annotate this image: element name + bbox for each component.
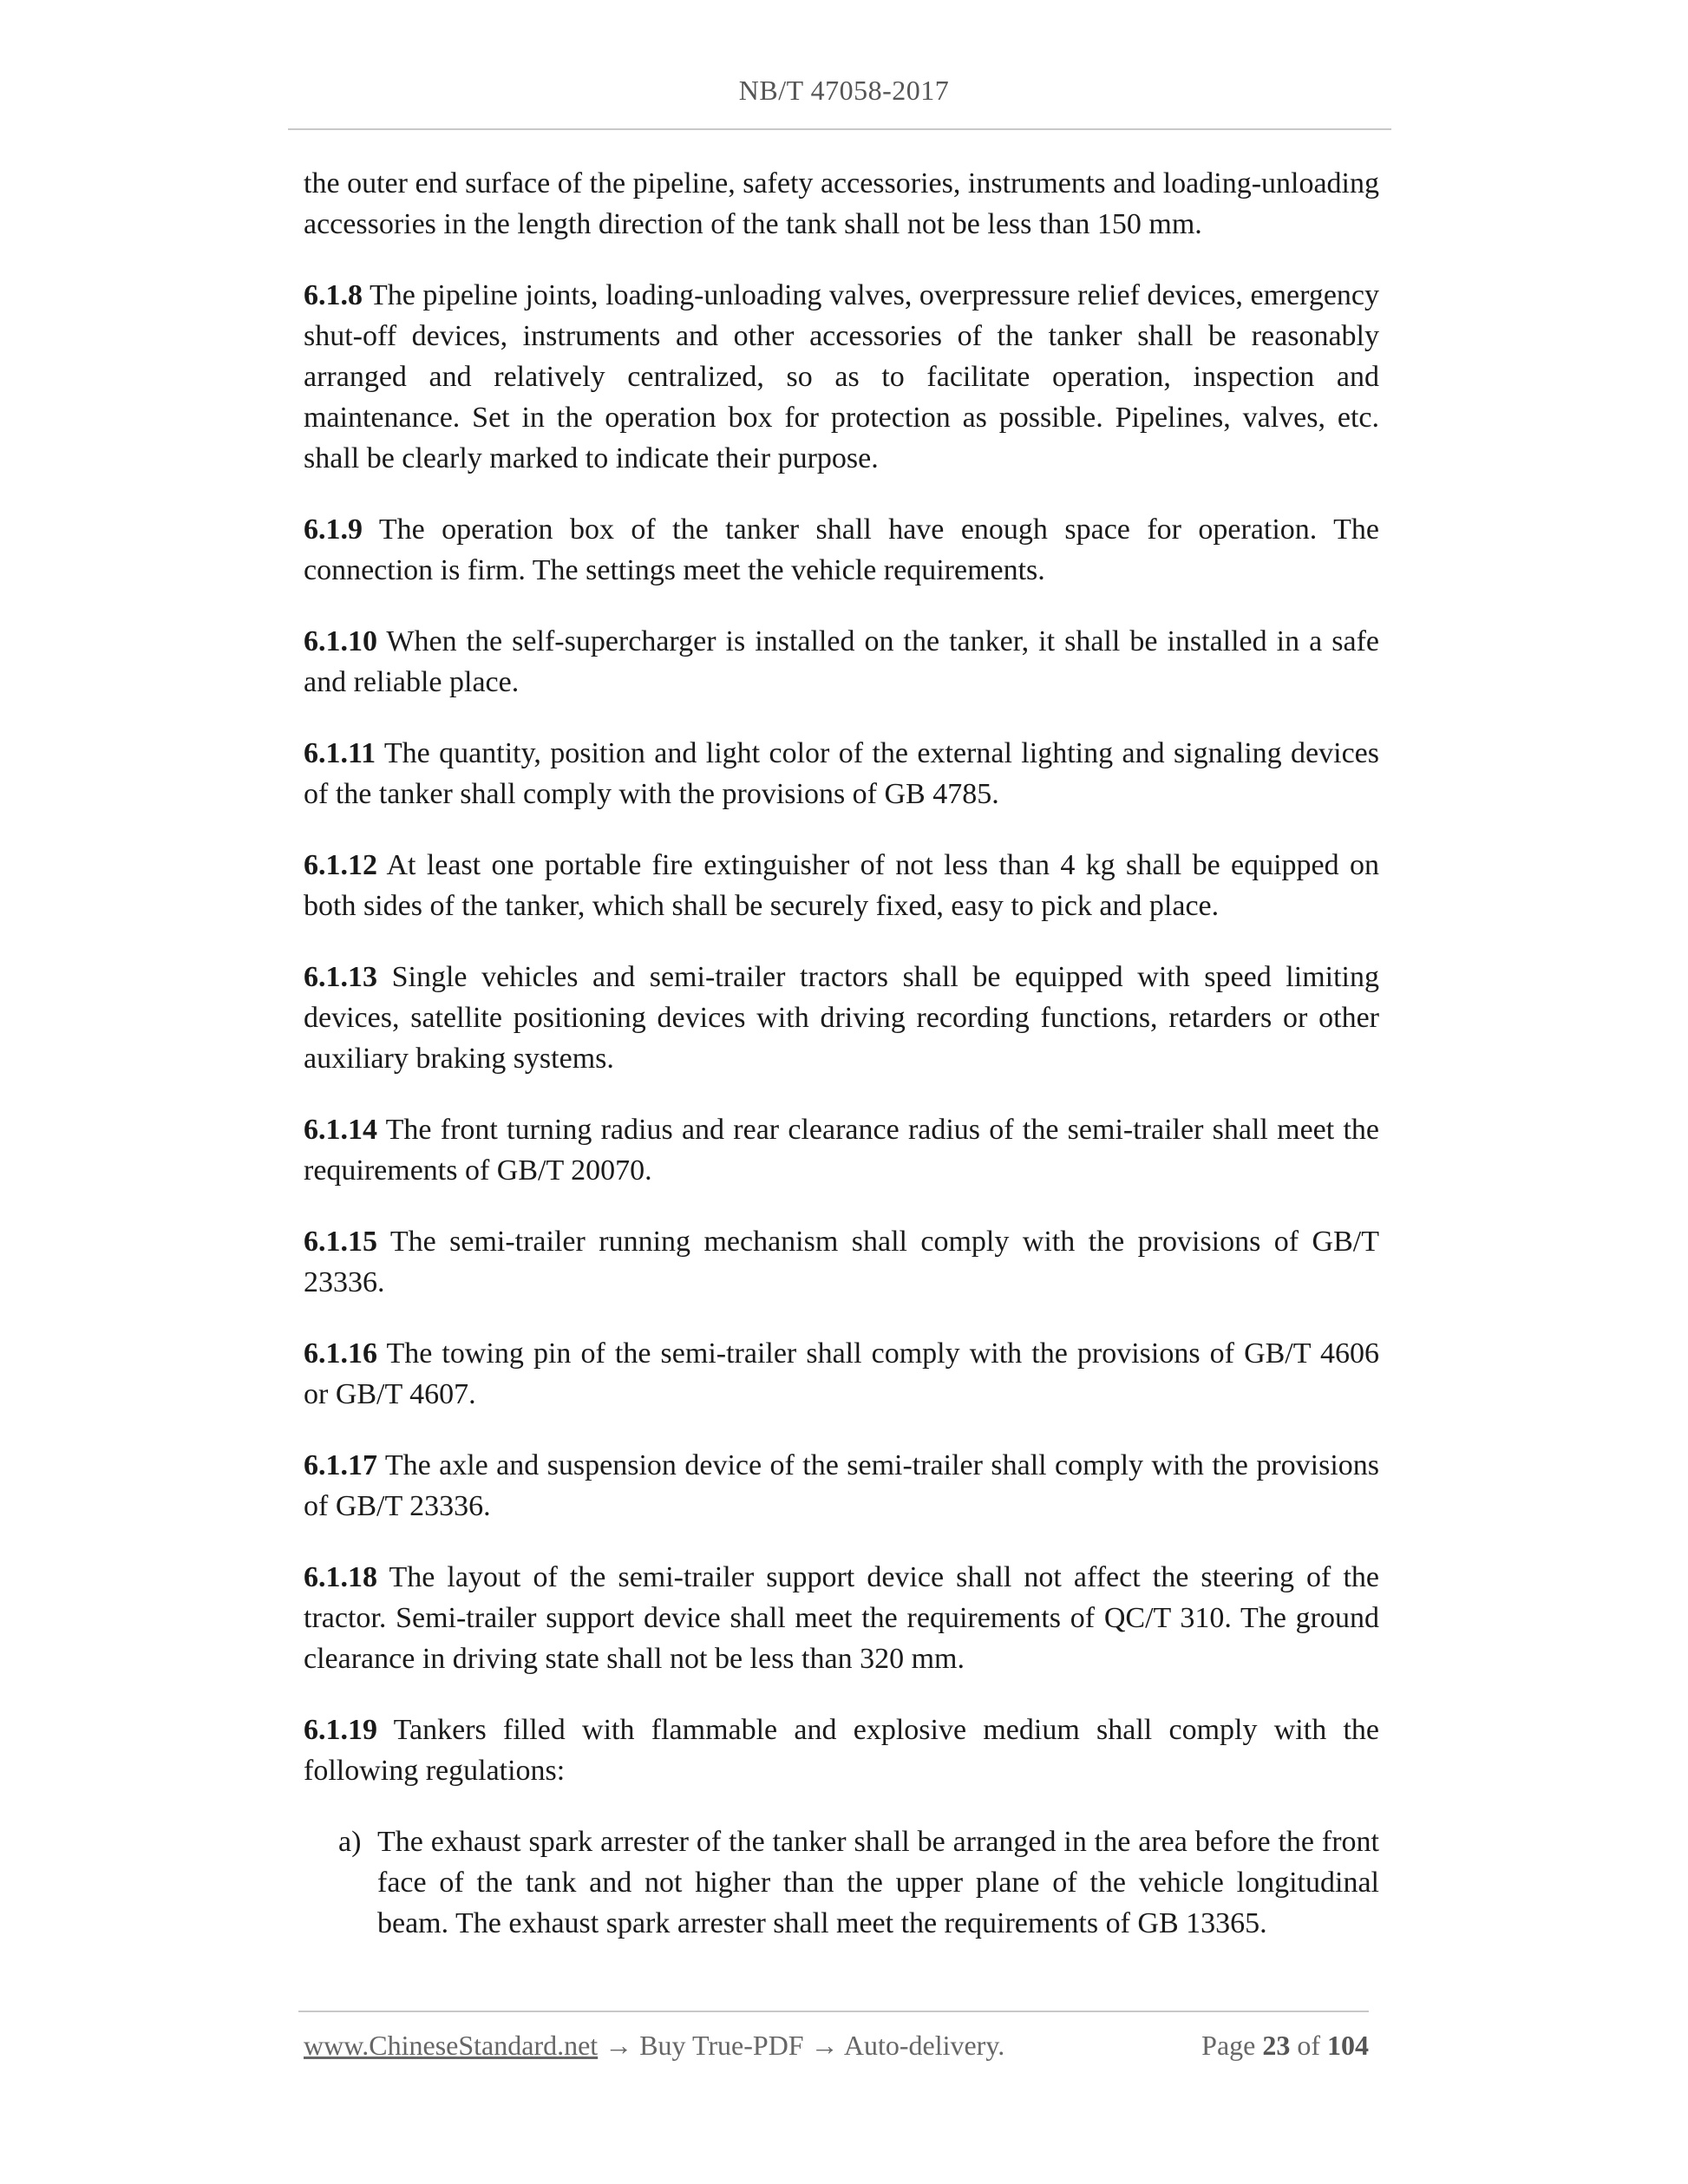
page-label: Page [1201,2030,1256,2061]
clause-number: 6.1.10 [304,625,377,657]
header-divider [288,128,1391,130]
clause-6-1-13 [304,957,1379,1079]
clause-text: The layout of the semi-trailer support device shall not affect the steering of the tractor. Semi-trailer support device shall meet the requirements of QC/T 310. The ground clearance in driving state shall not be less than 320 mm. [304,1561,1379,1675]
footer-divider [298,2011,1369,2012]
clause-text: Single vehicles and semi-trailer tractors shall be equipped with speed limiting devices, satellite positioning devices with driving recording functions, retarders or other auxiliary braking systems. [304,961,1379,1075]
clause-6-1-14 [304,1109,1379,1191]
list-item-text: The exhaust spark arrester of the tanker shall be arranged in the area before the front face of the tank and not higher than the upper plane of the vehicle longitudinal beam. The exhaust spark arrester shall meet the requirements of GB 13365. [377,1826,1379,1939]
clause-number: 6.1.8 [304,279,363,311]
clause-text: Tankers filled with flammable and explosive medium shall comply with the following regulations: [304,1714,1379,1787]
clause-number: 6.1.11 [304,737,376,769]
clause-number: 6.1.15 [304,1226,377,1258]
clause-number: 6.1.16 [304,1337,377,1370]
clause-6-1-18 [304,1557,1379,1679]
clause-6-1-19 [304,1710,1379,1791]
total-pages: 104 [1327,2030,1369,2061]
clause-number: 6.1.9 [304,513,363,546]
clause-text: At least one portable fire extinguisher of not less than 4 kg shall be equipped on both sides of the tanker, which shall be securely fixed, easy to pick and place. [304,849,1379,922]
clause-text: The operation box of the tanker shall have enough space for operation. The connection is firm. The settings meet the vehicle requirements. [304,513,1379,586]
page-header [0,75,1688,107]
clause-6-1-8 [304,275,1379,479]
clause-6-1-9 [304,509,1379,591]
clause-number: 6.1.17 [304,1449,377,1481]
clause-text: The axle and suspension device of the semi-trailer shall comply with the provisions of GB/T 23336. [304,1449,1379,1522]
clause-number: 6.1.13 [304,961,377,993]
clause-number: 6.1.18 [304,1561,377,1593]
standard-number: NB/T 47058-2017 [738,75,950,106]
clause-6-1-10 [304,621,1379,703]
clause-text: The pipeline joints, loading-unloading valves, overpressure relief devices, emergency shut-off devices, instruments and other accessories of the tanker shall be reasonably arranged and relatively centralized, so as to facilitate operation, inspection and maintenance. Set in the operation box for protection as possible. Pipelines, valves, etc. shall be clearly marked to indicate their purpose. [304,279,1379,474]
clause-6-1-12 [304,845,1379,926]
clause-text: The front turning radius and rear clearance radius of the semi-trailer shall meet the requirements of GB/T 20070. [304,1114,1379,1187]
document-body [304,163,1379,1944]
clause-number: 6.1.19 [304,1714,377,1746]
page-of-label: of [1297,2030,1320,2061]
list-item [304,1821,1379,1944]
website-link[interactable]: www.ChineseStandard.net [304,2030,599,2061]
page-footer [304,2030,1369,2068]
clause-number: 6.1.12 [304,849,377,881]
clause-text: When the self-supercharger is installed on the tanker, it shall be installed in a safe and reliable place. [304,625,1379,698]
clause-6-1-11 [304,733,1379,814]
intro-text: the outer end surface of the pipeline, safety accessories, instruments and loading-unloading accessories in the length direction of the tank shall not be less than 150 mm. [304,167,1379,240]
clause-text: The towing pin of the semi-trailer shall comply with the provisions of GB/T 4606 or GB/T 4607. [304,1337,1379,1410]
footer-promo [304,2030,1004,2062]
clause-6-1-16 [304,1333,1379,1415]
current-page: 23 [1262,2030,1291,2061]
clause-6-1-17 [304,1445,1379,1527]
clause-text: The semi-trailer running mechanism shall comply with the provisions of GB/T 23336. [304,1226,1379,1298]
intro-paragraph [304,163,1379,245]
page-indicator [1201,2030,1369,2062]
clause-text: The quantity, position and light color of the external lighting and signaling devices of the tanker shall comply with the provisions of GB 4785. [304,737,1379,810]
list-marker: a) [338,1826,362,1858]
footer-promo-text: → Buy True-PDF → Auto-delivery. [598,2030,1005,2061]
clause-number: 6.1.14 [304,1114,377,1146]
clause-6-1-15 [304,1221,1379,1303]
